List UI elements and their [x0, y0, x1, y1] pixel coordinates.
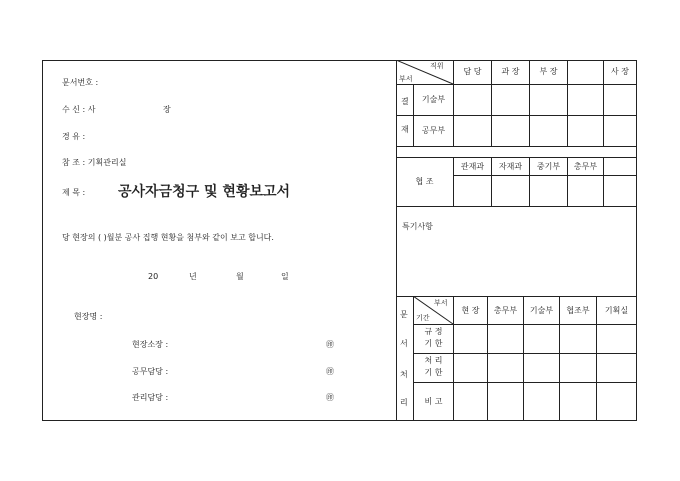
proc-row-label: 비 고	[424, 397, 443, 406]
coop-dept: 중기부	[536, 162, 561, 171]
frame-bottom	[42, 420, 637, 421]
recipient-value: 장	[163, 105, 171, 114]
approval-row-line	[396, 146, 637, 147]
position-header: 담 당	[463, 67, 482, 76]
date-year: 20	[148, 272, 159, 281]
coop-bottom-line	[396, 206, 637, 207]
diagonal-top-label: 직위	[430, 62, 444, 70]
proc-dept: 기술부	[529, 306, 554, 315]
proc-dept: 현 장	[461, 306, 480, 315]
proc-side-label: 서	[400, 339, 408, 348]
proc-row-label: 기 한	[424, 339, 443, 348]
recipient-label: 수 신 : 사	[62, 105, 96, 114]
seal-mark: ㊞	[326, 340, 334, 349]
approval-row-line	[396, 115, 637, 116]
position-header: 과 장	[501, 67, 520, 76]
subject-label: 제 목 :	[62, 188, 86, 197]
approval-side-label: 재	[401, 125, 409, 134]
diagonal-bottom-label: 기간	[416, 314, 430, 322]
coop-col-line	[603, 157, 604, 207]
site-name-label: 현장명 :	[74, 312, 103, 321]
via-label: 경 유 :	[62, 132, 86, 141]
date-day-unit: 일	[281, 272, 289, 281]
signer-label: 현장소장 :	[132, 340, 169, 349]
coop-row-line	[453, 175, 637, 176]
coop-dept: 자재과	[498, 162, 523, 171]
date-year-unit: 년	[189, 272, 197, 281]
coop-dept: 총무부	[573, 162, 598, 171]
approval-dept: 기술부	[421, 95, 446, 104]
approval-dept: 공무부	[421, 126, 446, 135]
proc-side-label: 처	[400, 370, 408, 379]
signer-label: 공무담당 :	[132, 367, 169, 376]
coop-dept: 관재과	[460, 162, 485, 171]
coop-top-line	[396, 157, 637, 158]
proc-dept: 협조부	[566, 306, 590, 315]
seal-mark: ㊞	[326, 393, 334, 402]
proc-row-line	[413, 353, 637, 354]
proc-dept: 기획실	[604, 306, 629, 315]
approval-side-line	[413, 84, 414, 147]
proc-side-label: 문	[400, 310, 408, 319]
date-month-unit: 월	[236, 272, 244, 281]
coop-label: 협 조	[415, 177, 434, 186]
proc-row-label: 규 정	[424, 327, 443, 336]
proc-row-label: 기 한	[424, 368, 443, 377]
proc-row-label: 처 리	[424, 356, 443, 365]
remarks-label: 특기사항	[402, 222, 433, 231]
doc-number-label: 문서번호 :	[62, 78, 99, 87]
reference-label: 참 조 : 기획관리실	[62, 158, 127, 167]
diagonal-top-label: 부서	[434, 299, 448, 307]
frame-top	[42, 60, 637, 61]
approval-side-label: 결	[401, 97, 409, 106]
approval-col-line	[567, 60, 568, 147]
proc-row-line	[413, 382, 637, 383]
position-header: 부 장	[539, 67, 558, 76]
proc-side-label: 리	[400, 398, 408, 407]
diagonal-bottom-label: 부서	[399, 75, 413, 83]
report-body: 당 현장의 ( )월분 공사 집행 현황을 첨부와 같이 보고 합니다.	[62, 233, 274, 242]
seal-mark: ㊞	[326, 367, 334, 376]
signer-label: 관리담당 :	[132, 393, 169, 402]
proc-dept: 총무부	[493, 306, 518, 315]
position-header: 사 장	[611, 67, 629, 76]
page-title: 공사자금청구 및 현황보고서	[118, 184, 291, 200]
frame-left	[42, 60, 43, 421]
